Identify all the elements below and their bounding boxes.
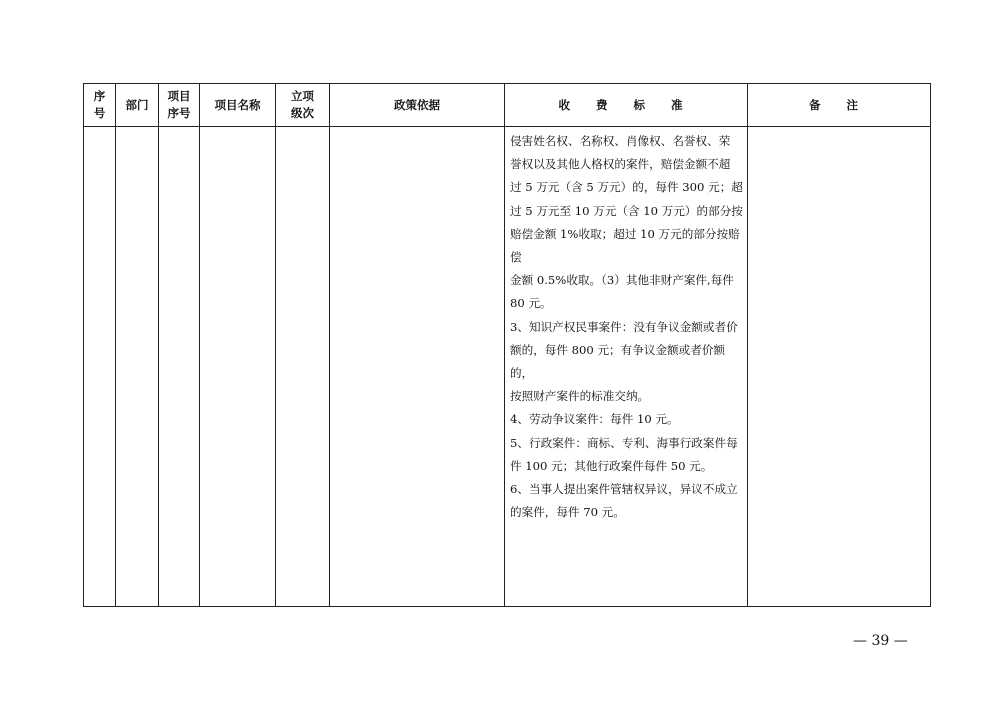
fee-line: 5、行政案件：商标、专利、海事行政案件每 [510, 435, 738, 450]
cell-fee-standard [505, 127, 748, 607]
header-row [84, 84, 931, 127]
cell-level [276, 127, 330, 607]
fee-line: 金额 0.5%收取。（3）其他非财产案件,每件 [510, 273, 734, 288]
fee-line: 侵害姓名权、名称权、肖像权、名誉权、荣 [510, 134, 731, 148]
cell-seq [84, 127, 116, 607]
fee-line: 誉权以及其他人格权的案件，赔偿金额不超 [510, 157, 731, 172]
header-remarks: 备 注 [748, 84, 931, 127]
fee-line: 4、劳动争议案件：每件 10 元。 [510, 412, 679, 427]
fee-line: 赔偿金额 1%收取；超过 10 万元的部分按赔偿 [510, 226, 740, 265]
cell-remarks [748, 127, 931, 607]
page-number: — 39 — [853, 633, 908, 649]
header-level: 立项 级次 [276, 84, 330, 127]
cell-item-name [200, 127, 276, 607]
header-seq: 序 号 [84, 84, 116, 127]
header-fee-standard: 收 费 标 准 [505, 84, 748, 127]
fee-line: 80 元。 [510, 296, 552, 311]
fee-line: 按照财产案件的标准交纳。 [510, 389, 650, 404]
fee-line: 3、知识产权民事案件：没有争议金额或者价 [510, 319, 738, 334]
fee-line: 额的，每件 800 元；有争议金额或者价额的， [510, 342, 726, 381]
cell-dept [116, 127, 159, 607]
fee-line: 件 100 元；其他行政案件每件 50 元。 [510, 458, 713, 473]
header-policy: 政策依据 [330, 84, 505, 127]
cell-item-seq [159, 127, 200, 607]
fee-line: 过 5 万元至 10 万元（含 10 万元）的部分按 [510, 203, 743, 218]
header-item-seq: 项目 序号 [159, 84, 200, 127]
fee-line: 的案件，每件 70 元。 [510, 505, 625, 520]
fee-line: 6、当事人提出案件管辖权异议，异议不成立 [510, 482, 738, 497]
cell-policy [330, 127, 505, 607]
table-row [84, 127, 931, 607]
fee-standard-text [505, 127, 747, 524]
fee-line: 过 5 万元（含 5 万元）的，每件 300 元；超 [510, 180, 743, 195]
header-item-name: 项目名称 [200, 84, 276, 127]
header-dept: 部门 [116, 84, 159, 127]
fee-table [83, 83, 931, 607]
